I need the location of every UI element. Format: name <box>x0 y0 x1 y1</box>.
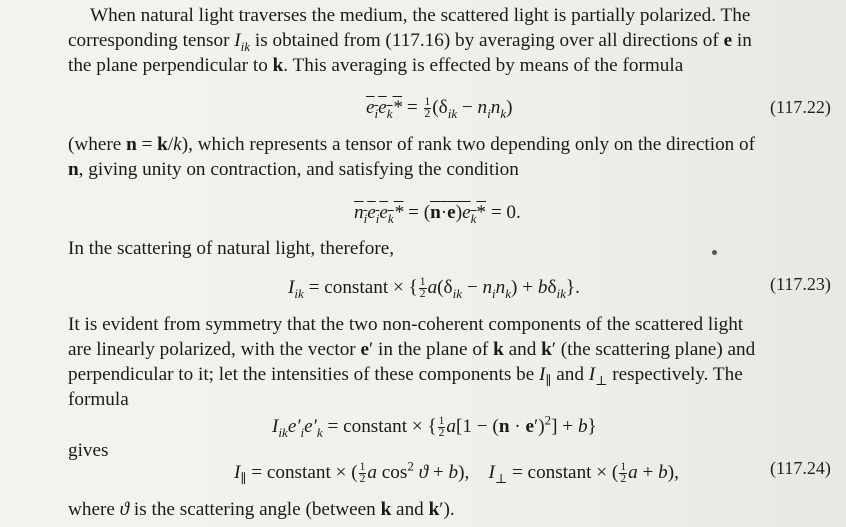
paragraph-line: where ϑ is the scattering angle (between k and k′). <box>68 499 455 520</box>
paragraph-line: n, giving unity on contraction, and satisfying the condition <box>68 159 519 180</box>
equation-formula: $I_{ik}e'_ie'_k$ = constant × { $\frac{1}{2}$ $a[1 - (n \cdot e')^2] + b$} <box>272 412 597 440</box>
paragraph-line: When natural light traverses the medium, the scattered light is partially polarized. The <box>90 5 751 26</box>
paragraph-line: the plane perpendicular to k. This averaging is effected by means of the formula <box>68 55 684 76</box>
equation-117-24: $I_\parallel$ = constant × ( $\frac{1}{2}$ a $\cos^2 ϑ + b$), $I_\perp$ = constant × ( $\frac{1}{2}$ a + b), <box>234 458 679 486</box>
paragraph-line: It is evident from symmetry that the two non-coherent components of the scattered light <box>68 314 744 335</box>
paragraph-line: In the scattering of natural light, therefore, <box>68 238 395 259</box>
paragraph-where <box>68 132 836 182</box>
equation-number: (117.22) <box>770 97 831 117</box>
paragraph-intro <box>68 3 836 78</box>
equation-117-23: $I_{ik}$ = constant × { $\frac{1}{2}$ $a(\delta_{ik} - n_in_k) + b\delta_{ik}$}. <box>288 275 580 301</box>
equation-number: (117.23) <box>770 274 831 294</box>
paragraph-symmetry <box>68 312 836 412</box>
paragraph-natural-light <box>68 236 836 261</box>
paragraph-line: are linearly polarized, with the vector e′ in the plane of k and k′ (the scattering plane) and <box>68 339 756 360</box>
paragraph-line: gives <box>68 440 109 461</box>
paragraph-line: corresponding tensor $I_{ik}$ is obtained from (117.16) by averaging over all directions of e in <box>68 30 752 54</box>
paragraph-line: perpendicular to it; let the intensities of these components be $I_\parallel$ and $I_\perp$ respectively. The <box>68 364 743 388</box>
paragraph-line: formula <box>68 389 129 410</box>
equation-number: (117.24) <box>770 458 831 478</box>
ink-dot <box>712 250 717 255</box>
equation-condition: $n_ie_ie_k* = (n\cdot e)e_k* = 0$. <box>354 202 521 226</box>
equation-117-22: $e_ie_k*$ = $\frac{1}{2}$ $(\delta_{ik} - n_in_k)$ <box>366 95 513 121</box>
paragraph-angle <box>68 497 836 522</box>
paragraph-line: (where n = k/k), which represents a tensor of rank two depending only on the direction of <box>68 134 756 155</box>
